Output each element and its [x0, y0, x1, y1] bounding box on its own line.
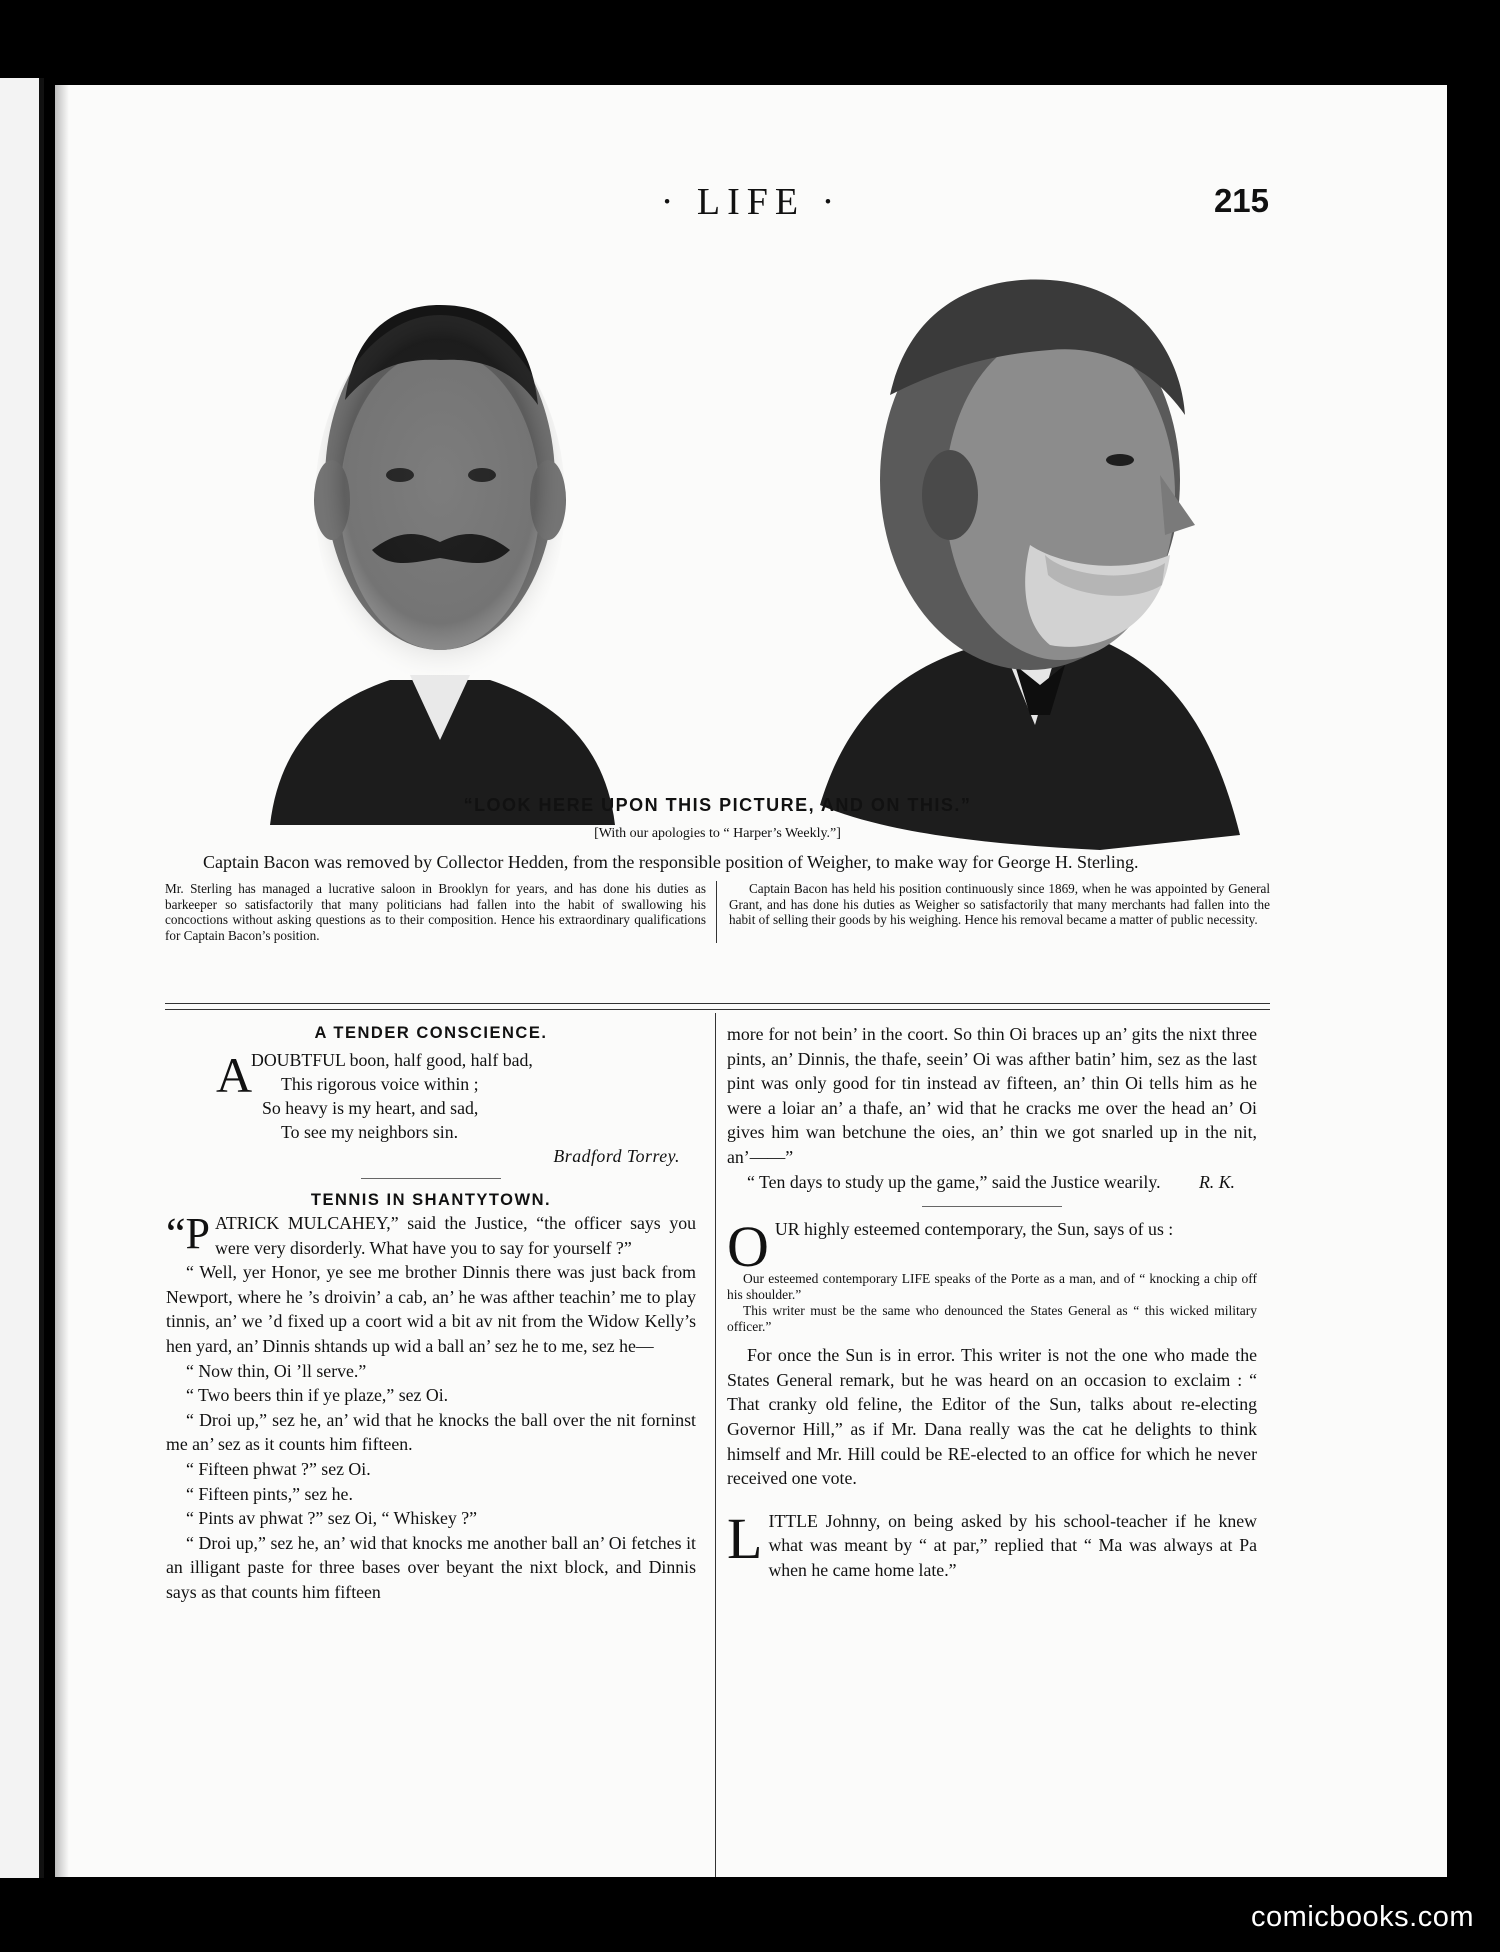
page-gutter-shadow: [55, 85, 69, 1877]
johnny-drop-cap: L: [727, 1505, 763, 1571]
poem-line: So heavy is my heart, and sad,: [262, 1098, 479, 1118]
poem-line: To see my neighbors sin.: [281, 1122, 459, 1142]
sun-quote-line: This writer must be the same who denounced the States General as “ this wicked military officer.”: [727, 1303, 1257, 1335]
tennis-paragraph: [166, 1211, 696, 1260]
tennis-paragraph: “ Now thin, Oi ’ll serve.”: [186, 1360, 367, 1381]
poem-line: This rigorous voice within ;: [281, 1074, 479, 1094]
tennis-paragraph: “ Droi up,” sez he, an’ wid that knocks me another ball an’ Oi fetches it an illigant paste for three bases over beyant the nixt block, and Dinnis says as that counts him fifteen: [166, 1532, 696, 1602]
tennis-paragraph: [727, 1170, 1257, 1195]
previous-page-edge: [0, 78, 44, 1878]
sun-reply: For once the Sun is in error. This writer is not the one who made the States General remark, but he was heard on an occasion to exclaim : “ That cranky old feline, the Editor of the Sun, talks about re-electing Governor Hill,” as if Mr. Dana really was the cat he delights to think himself and Mr. Hill could be RE-elected to an office for which he never received one vote.: [727, 1345, 1257, 1489]
tennis-paragraph: “ Fifteen phwat ?” sez Oi.: [186, 1458, 371, 1479]
page-number: 215: [1213, 182, 1269, 219]
poem-line: DOUBTFUL boon, half good, half bad,: [251, 1050, 533, 1070]
magazine-page: [55, 85, 1447, 1877]
left-column: [166, 1022, 696, 1605]
sun-quote: [727, 1271, 1257, 1335]
tennis-paragraph: “ Pints av phwat ?” sez Oi, “ Whiskey ?”: [186, 1508, 477, 1529]
sun-intro: [727, 1214, 1257, 1280]
magazine-title: · LIFE ·: [660, 181, 842, 223]
tennis-paragraph: “ Two beers thin if ye plaze,” sez Oi.: [186, 1385, 449, 1406]
caption-side-notes: [165, 881, 1270, 943]
tennis-paragraph-text: ATRICK MULCAHEY,” said the Justice, “the officer says you were very disorderly. What have you to say for yourself ?”: [215, 1213, 696, 1258]
page-header: [55, 180, 1447, 240]
sun-quote-line: Our esteemed contemporary LIFE speaks of the Porte as a man, and of “ knocking a chip off his shoulder.”: [727, 1271, 1257, 1303]
section-double-rule: [165, 1003, 1270, 1010]
sterling-note: Mr. Sterling has managed a lucrative saloon in Brooklyn for years, and has done his duties as barkeeper so satisfactorily that many politicians had fallen into the habit of swallowing his concoctions without asking questions as to their composition. Hence his extraordinary qualifications for Captain Bacon’s position.: [165, 881, 717, 943]
sun-drop-cap: O: [727, 1214, 769, 1280]
tennis-paragraph: more for not bein’ in the coort. So thin Oi braces up an’ gits the nixt three pints, an’ Dinnis, the thafe, seein’ Oi was afther batin’ him, sez as the last pint was only good for tin instead av fifteen, an’ thin Oi tells him as he were a loiar an’ a thafe, an’ wid that he cracks me over the head an’ Oi gives him wan betchune the oies, an’ thin we got snarled up in the nit, an’——”: [727, 1024, 1257, 1167]
poem: [166, 1048, 696, 1166]
poem-drop-cap: A: [216, 1047, 253, 1103]
short-rule: [361, 1178, 501, 1179]
portrait-engraving-icon: [800, 245, 1245, 855]
bacon-note: Captain Bacon has held his position continuously since 1869, when he was appointed by General Grant, and has done his duties as Weigher so satisfactorily that many merchants had fallen into the habit of selling their goods by his weighing. Hence his removal became a matter of public necessity.: [729, 881, 1270, 927]
portrait-engraving-icon: [260, 270, 620, 830]
sun-intro-text: UR highly esteemed contemporary, the Sun, says of us :: [774, 1219, 1174, 1240]
johnny-joke: [727, 1505, 1257, 1583]
caption-title: “LOOK HERE UPON THIS PICTURE, AND ON THIS.”: [463, 795, 972, 815]
poem-title: A TENDER CONSCIENCE.: [314, 1024, 548, 1042]
tennis-paragraph: “ Fifteen pints,” sez he.: [186, 1483, 353, 1504]
caption-subtitle: [With our apologies to “ Harper’s Weekly.”]: [594, 826, 841, 841]
johnny-joke-text: ITTLE Johnny, on being asked by his school-teacher if he knew what was meant by “ at par,” replied that “ Ma was always at Pa when he came home late.”: [768, 1510, 1257, 1580]
portrait-sterling: [260, 270, 620, 830]
column-divider: [715, 1013, 716, 1877]
tennis-paragraph-text: “ Ten days to study up the game,” said the Justice wearily.: [747, 1171, 1161, 1192]
tennis-drop-cap: “P: [166, 1209, 210, 1258]
tennis-signature: R. K.: [1198, 1171, 1235, 1192]
caption-lede: Captain Bacon was removed by Collector Hedden, from the responsible position of Weigher, to make way for George H. Sterling.: [203, 852, 1139, 872]
poem-author: Bradford Torrey.: [553, 1146, 680, 1166]
spacer: [727, 1491, 1257, 1509]
portrait-caption: [165, 795, 1270, 943]
right-column: [727, 1022, 1257, 1583]
site-watermark: comicbooks.com: [1251, 1901, 1474, 1933]
short-rule: [922, 1206, 1062, 1207]
tennis-paragraph: “ Well, yer Honor, ye see me brother Dinnis there was just back from Newport, where he ’s droivin’ a cab, an’ he was afther teachin’ me to play tinnis, an’ we ’d fixed up a coort wid a bit av nit from the Widow Kelly’s hen yard, an’ Dinnis shtands up wid a ball an’ sez he to me, sez he—: [166, 1262, 696, 1356]
portrait-bacon: [800, 245, 1245, 855]
tennis-title: TENNIS IN SHANTYTOWN.: [310, 1191, 552, 1209]
tennis-paragraph: “ Droi up,” sez he, an’ wid that he knocks the ball over the nit forninst me an’ sez as it counts him fifteen.: [166, 1409, 696, 1455]
